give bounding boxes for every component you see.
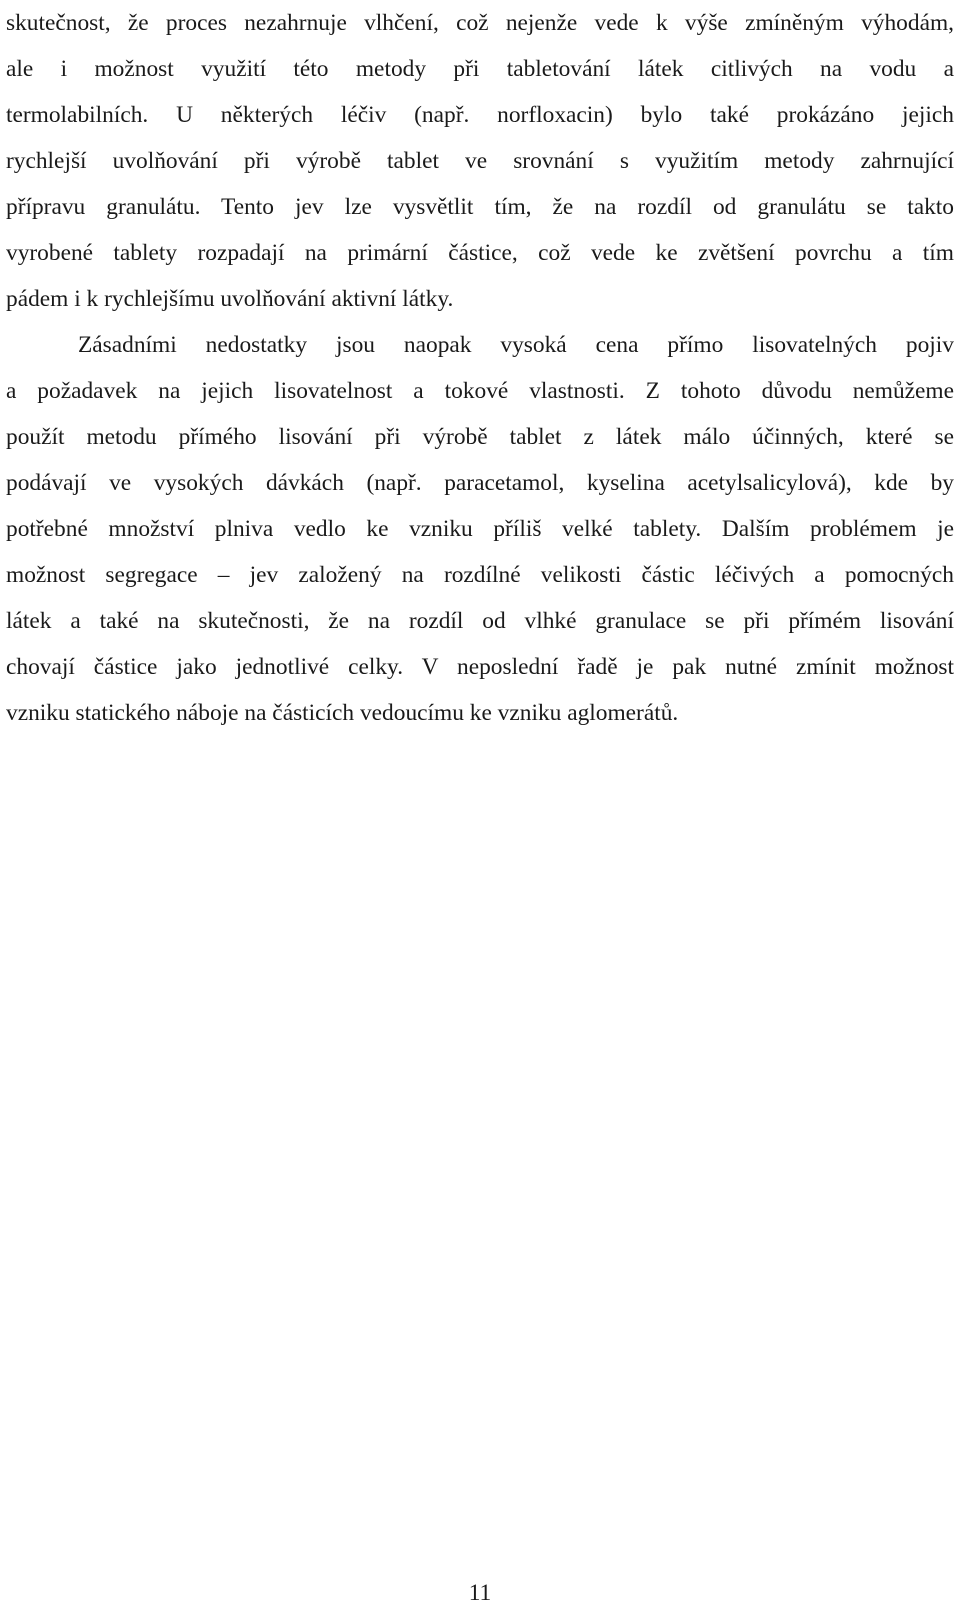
text-line: látek a také na skutečnosti, že na rozdíl od vlhké granulace se při přímém lisování [6,608,954,634]
text-line: přípravu granulátu. Tento jev lze vysvětlit tím, že na rozdíl od granulátu se takto [6,194,954,220]
text-line: ale i možnost využití této metody při tabletování látek citlivých na vodu a [6,56,954,82]
page-number: 11 [468,1580,492,1606]
text-line: podávají ve vysokých dávkách (např. paracetamol, kyselina acetylsalicylová), kde by [6,470,954,496]
text-line: skutečnost, že proces nezahrnuje vlhčení, což nejenže vede k výše zmíněným výhodám, [6,10,954,36]
paragraph [6,0,954,322]
text-line: termolabilních. U některých léčiv (např. norfloxacin) bylo také prokázáno jejich [6,102,954,128]
text-line: použít metodu přímého lisování při výrobě tablet z látek málo účinných, které se [6,424,954,450]
text-line: vyrobené tablety rozpadají na primární částice, což vede ke zvětšení povrchu a tím [6,240,954,266]
text-line: vzniku statického náboje na částicích vedoucímu ke vzniku aglomerátů. [6,700,679,726]
text-line: možnost segregace – jev založený na rozdílné velikosti částic léčivých a pomocných [6,562,954,588]
paragraph [6,322,954,736]
text-line: a požadavek na jejich lisovatelnost a tokové vlastnosti. Z tohoto důvodu nemůžeme [6,378,954,404]
text-line: pádem i k rychlejšímu uvolňování aktivní látky. [6,286,454,312]
text-line: rychlejší uvolňování při výrobě tablet ve srovnání s využitím metody zahrnující [6,148,954,174]
text-line: Zásadními nedostatky jsou naopak vysoká cena přímo lisovatelných pojiv [78,332,954,358]
body-text [6,0,954,736]
text-line: potřebné množství plniva vedlo ke vzniku příliš velké tablety. Dalším problémem je [6,516,954,542]
text-line: chovají částice jako jednotlivé celky. V neposlední řadě je pak nutné zmínit možnost [6,654,954,680]
